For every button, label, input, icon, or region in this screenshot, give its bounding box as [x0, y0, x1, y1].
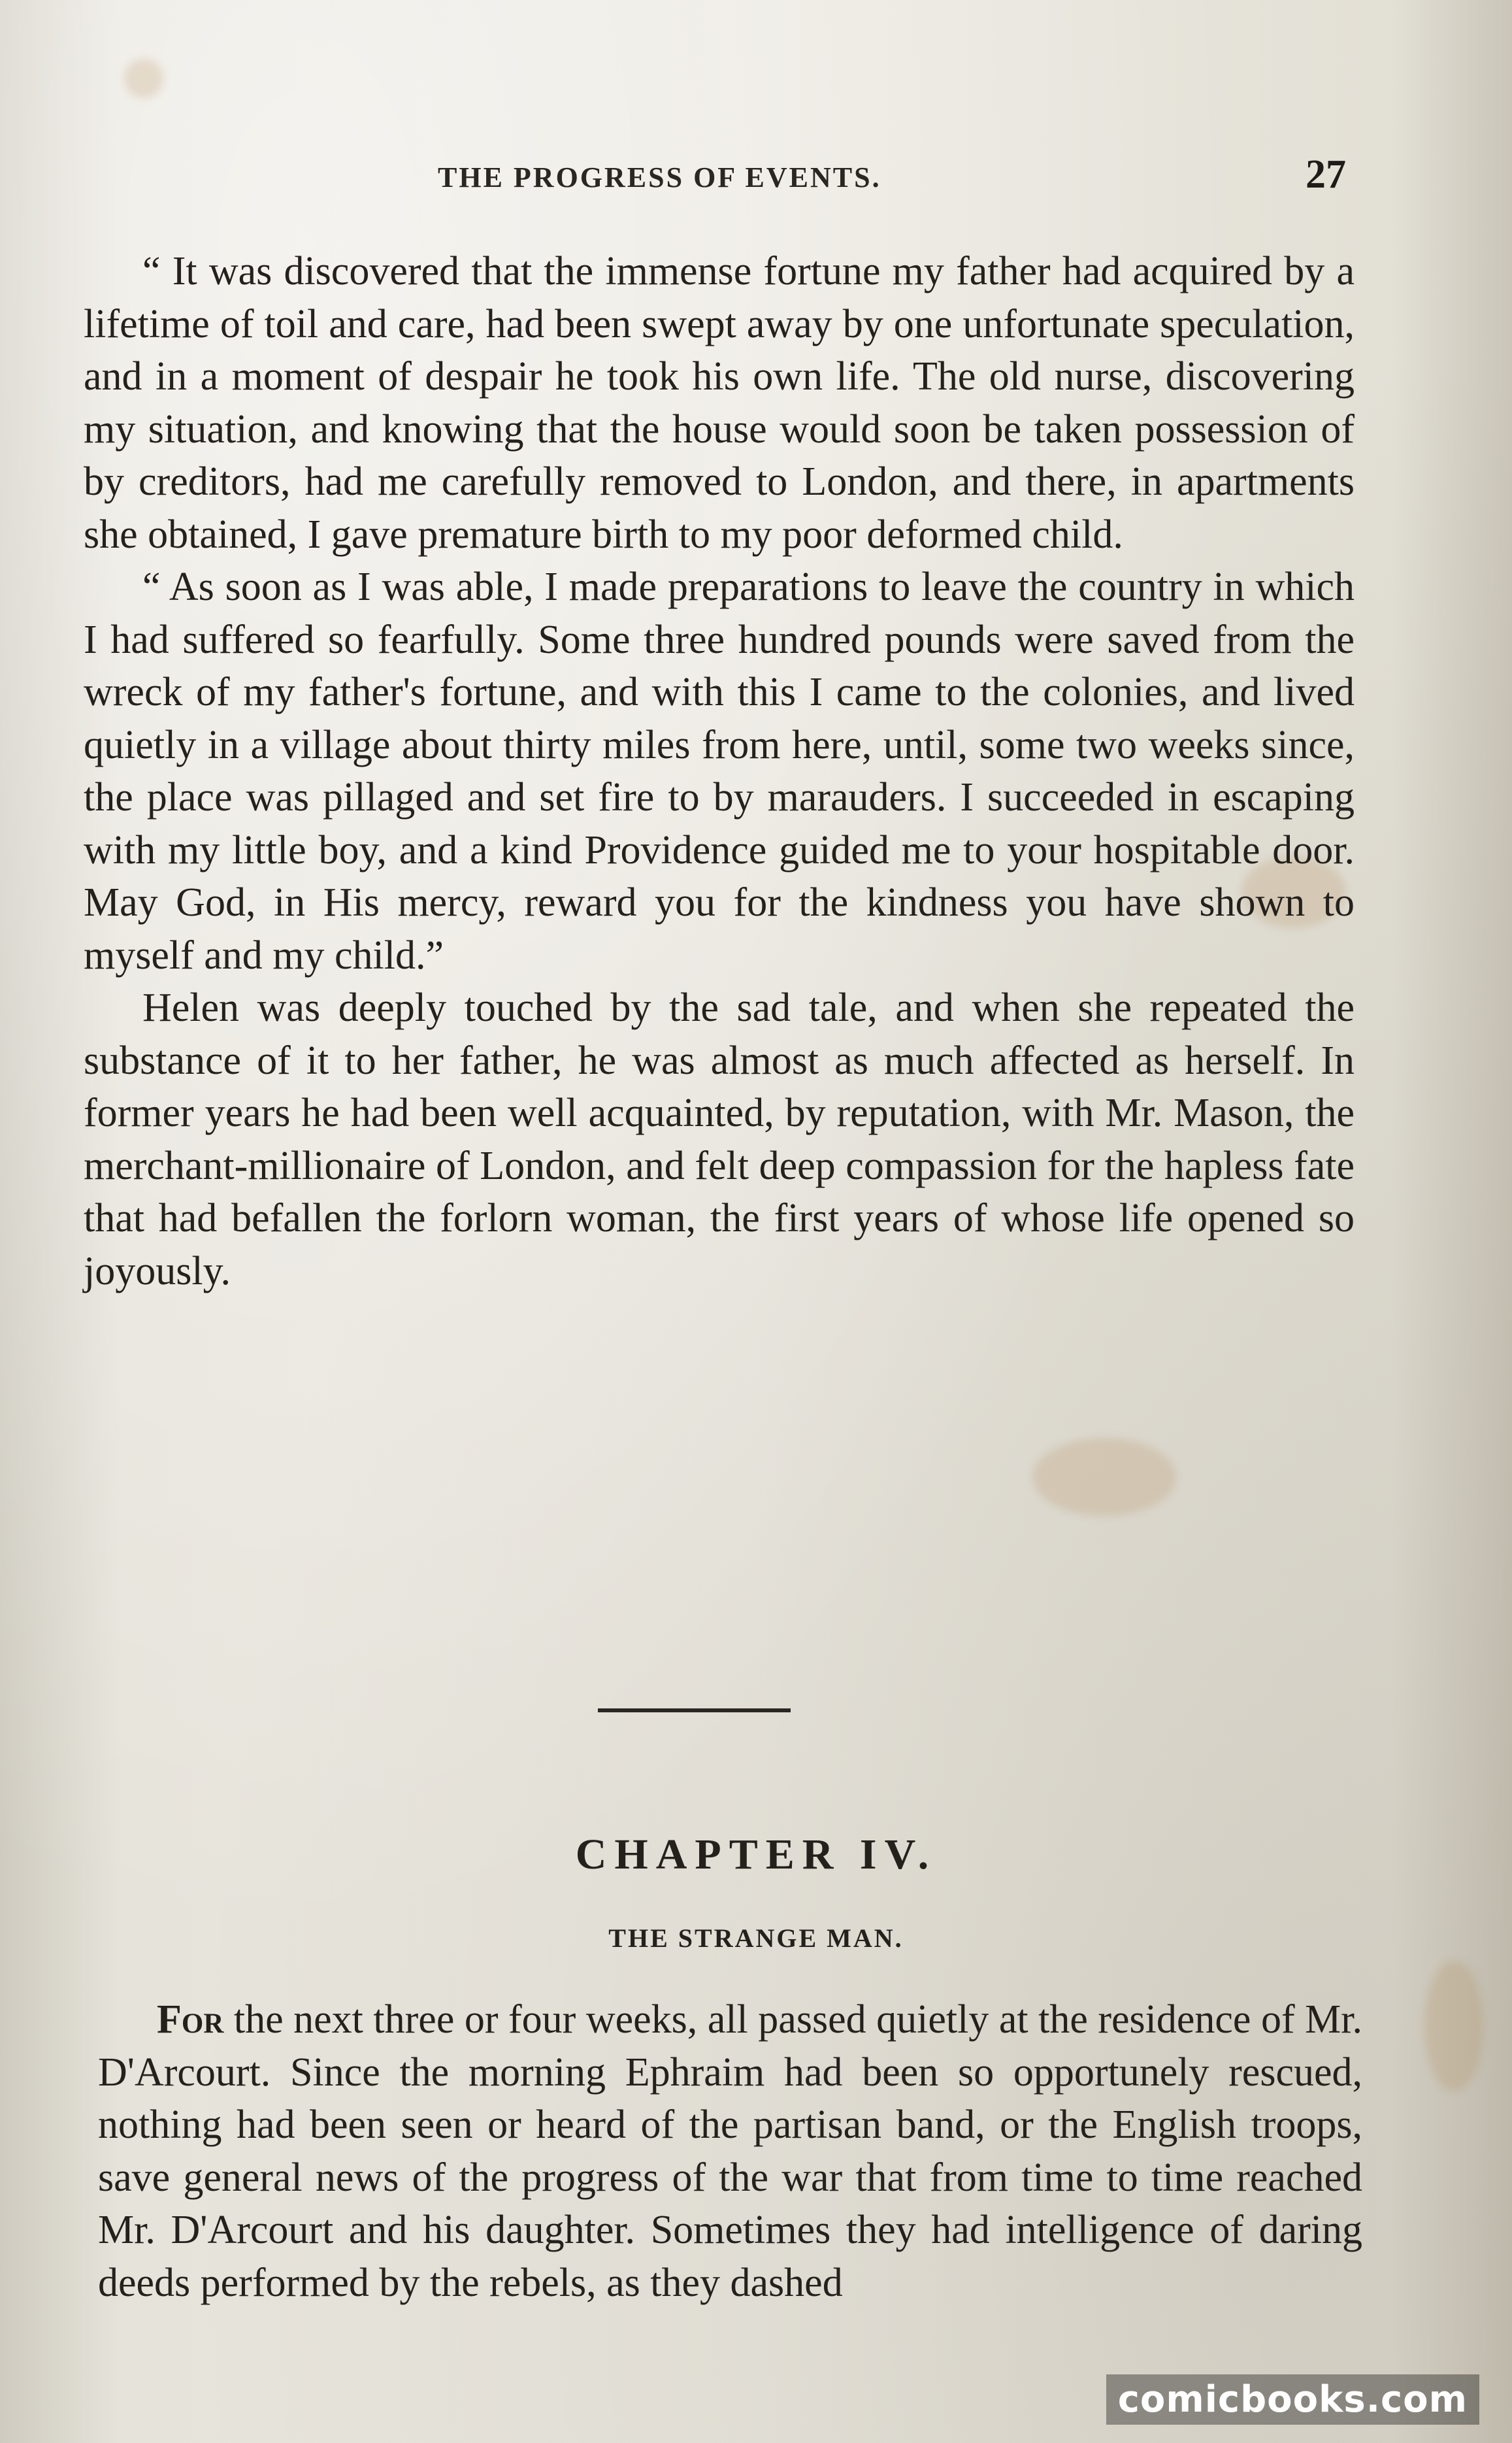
paragraph: “ As soon as I was able, I made preparations to leave the country in which I had suffered so fearfully. Some three hundred pounds were saved from the wreck of my father's fortune, and with this I came to the colonies, and lived quietly in a village about thirty miles from here, until, some two weeks since, the place was pillaged and set fire to by marauders. I succeeded in escaping with my little boy, and a kind Providence guided me to your hospitable door. May God, in His mercy, reward you for the kindness you have shown to myself and my child.”	[84, 565, 1355, 978]
body-text	[84, 245, 1355, 1297]
page-number: 27	[1306, 152, 1346, 197]
section-divider	[598, 1708, 791, 1712]
paragraph	[98, 1993, 1362, 2309]
chapter-title: CHAPTER IV.	[575, 1831, 937, 1878]
chapter-subtitle: THE STRANGE MAN.	[608, 1923, 904, 1953]
chapter-paragraph-text: the next three or four weeks, all passed quietly at the residence of Mr. D'Arcourt. Since the morning Ephraim had been so opportunely rescued, nothing had been seen or heard of the partisan band, or the English troops, save general news of the progress of the war that from time to time reached Mr. D'Arcourt and his daughter. Sometimes they had intelligence of daring deeds performed by the rebels, as they dashed	[98, 1997, 1362, 2305]
paragraph: “ It was discovered that the immense fortune my father had acquired by a lifetime of toil and care, had been swept away by one unfortunate speculation, and in a moment of despair he took his own life. The old nurse, discovering my situation, and knowing that the house would soon be taken possession of by creditors, had me carefully removed to London, and there, in apartments she obtained, I gave premature birth to my poor deformed child.	[84, 249, 1355, 557]
page-header	[85, 149, 1372, 208]
foxing-stain	[1032, 1438, 1176, 1516]
foxing-stain	[1424, 1961, 1483, 2091]
foxing-stain	[124, 59, 163, 98]
chapter-body-text	[98, 1993, 1362, 2309]
site-watermark: comicbooks.com	[1106, 2374, 1479, 2425]
chapter-first-word: For	[157, 1997, 224, 2042]
running-head: THE PROGRESS OF EVENTS.	[438, 161, 881, 193]
paragraph: Helen was deeply touched by the sad tale, and when she repeated the substance of it to her father, he was almost as much affected as herself. In former years he had been well acquainted, by reputation, with Mr. Mason, the merchant-millionaire of London, and felt deep compassion for the hapless fate that had befallen the forlorn woman, the first years of whose life opened so joyously.	[84, 986, 1355, 1293]
